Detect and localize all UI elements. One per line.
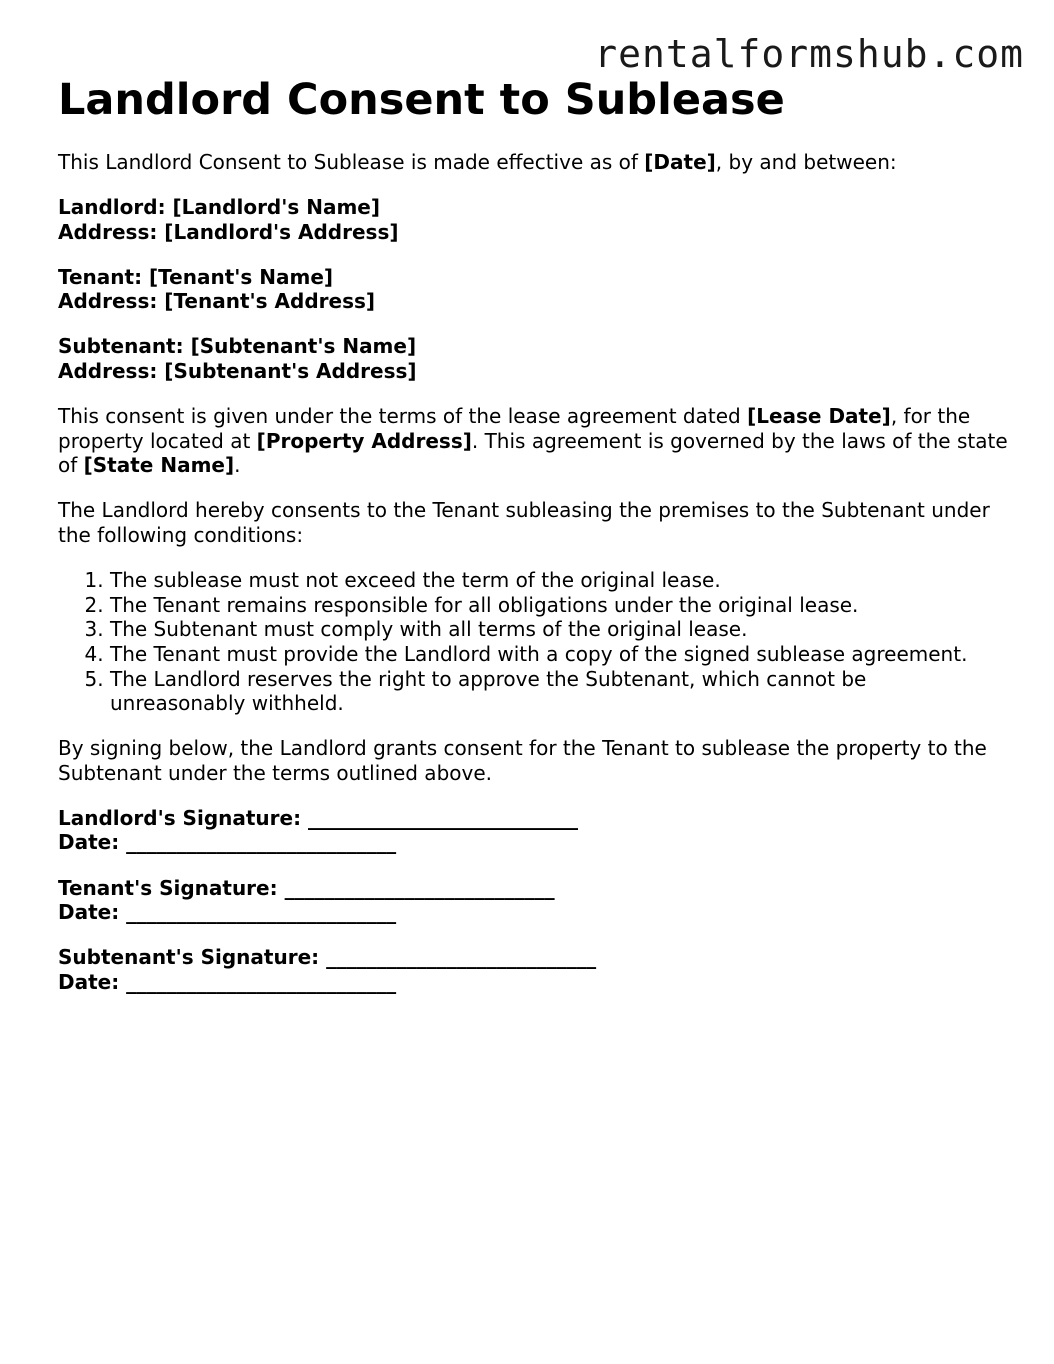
condition-item: 5. The Landlord reserves the right to approve the Subtenant, which cannot be unreasonably withheld. [110,667,1008,716]
condition-item: 4. The Tenant must provide the Landlord with a copy of the signed sublease agreement. [110,642,1008,667]
consent-paragraph: The Landlord hereby consents to the Tenant subleasing the premises to the Subtenant under the following conditions: [58,498,990,548]
tenant-address-line: Address: [Tenant's Address] [58,289,376,314]
effective-date-placeholder: [Date] [644,150,716,174]
landlord-address-line: Address: [Landlord's Address] [58,219,399,244]
terms-text-1: This consent is given under the terms of the lease agreement dated [58,404,748,429]
closing-paragraph: By signing below, the Landlord grants consent for the Tenant to sublease the property to the Subtenant under the terms outlined above. [58,736,987,785]
terms-text-4: . [234,453,241,478]
subtenant-date-line: Date: ___________________________ [58,969,397,994]
terms-paragraph [58,404,1008,478]
site-watermark: rentalformshub.com [594,32,1024,76]
condition-item: 3. The Subtenant must comply with all terms of the original lease. [110,617,1008,642]
landlord-signature-line: Landlord's Signature: ___________________________ [58,805,579,830]
subtenant-party-block [58,334,1008,383]
landlord-date-line: Date: ___________________________ [58,830,397,855]
subtenant-signature-block [58,945,1008,994]
subtenant-signature-line: Subtenant's Signature: ___________________________ [58,945,597,970]
document-body [58,74,1008,1015]
lease-date-placeholder: [Lease Date] [747,404,891,429]
landlord-party-block [58,195,1008,244]
intro-text-after: , by and between: [715,150,897,174]
intro-paragraph [58,150,1008,175]
condition-item: 1. The sublease must not exceed the term of the original lease. [110,568,1008,593]
landlord-signature-block [58,806,1008,855]
property-address-placeholder: [Property Address] [256,428,472,453]
tenant-party-block [58,265,1008,314]
subtenant-address-line: Address: [Subtenant's Address] [58,359,417,384]
condition-item: 2. The Tenant remains responsible for all obligations under the original lease. [110,593,1008,618]
tenant-signature-block [58,876,1008,925]
tenant-date-line: Date: ___________________________ [58,900,397,925]
intro-text-before: This Landlord Consent to Sublease is made effective as of [58,150,645,174]
conditions-list [58,568,1008,716]
document-title: Landlord Consent to Sublease [58,75,785,125]
tenant-name-line: Tenant: [Tenant's Name] [58,264,334,289]
subtenant-name-line: Subtenant: [Subtenant's Name] [58,334,417,359]
terms-text-2: , for the property located at [58,404,971,453]
tenant-signature-line: Tenant's Signature: ___________________________ [58,875,555,900]
landlord-name-line: Landlord: [Landlord's Name] [58,195,381,220]
terms-text-3: . This agreement is governed by the laws of the state of [58,428,1008,478]
state-name-placeholder: [State Name] [83,453,235,478]
